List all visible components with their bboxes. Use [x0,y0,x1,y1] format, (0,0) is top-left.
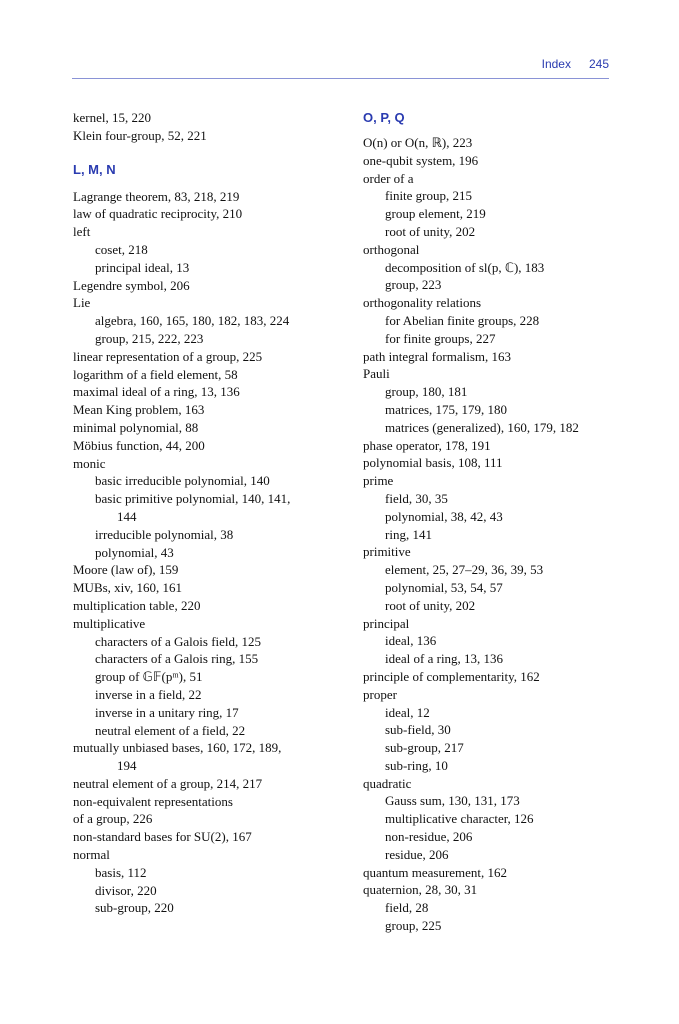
index-subentry: residue, 206 [385,846,449,862]
index-subentry: Gauss sum, 130, 131, 173 [385,793,520,809]
index-subentry: basis, 112 [95,864,147,880]
index-subentry: multiplicative character, 126 [385,811,534,827]
index-subentry: sub-field, 30 [385,722,451,738]
index-entry: Möbius function, 44, 200 [73,437,205,453]
index-entry: orthogonal [363,241,420,257]
index-subentry: group, 180, 181 [385,384,468,400]
index-entry: normal [73,847,110,863]
index-subentry: polynomial, 38, 42, 43 [385,508,503,524]
index-subentry: divisor, 220 [95,882,157,898]
index-subentry: matrices, 175, 179, 180 [385,401,508,417]
index-subentry: ideal of a ring, 13, 136 [385,651,504,667]
index-subentry: sub-ring, 10 [385,757,448,773]
index-entry: phase operator, 178, 191 [363,437,491,453]
index-entry: of a group, 226 [73,811,153,827]
index-entry: left [73,224,91,240]
index-subentry: basic irreducible polynomial, 140 [95,473,270,489]
index-subentry: polynomial, 43 [95,544,174,560]
index-entry: maximal ideal of a ring, 13, 136 [73,384,240,400]
index-entry: Mean King problem, 163 [73,402,205,418]
index-subentry: algebra, 160, 165, 180, 182, 183, 224 [95,313,290,329]
index-entry: Pauli [363,366,390,382]
index-subentry: basic primitive polynomial, 140, 141, [95,491,291,507]
running-header [542,57,609,71]
index-entry: logarithm of a field element, 58 [73,366,238,382]
index-entry: Lagrange theorem, 83, 218, 219 [73,188,240,204]
index-subentry: coset, 218 [95,241,148,257]
index-subentry: group, 223 [385,277,442,293]
index-entry: linear representation of a group, 225 [73,348,263,364]
section-heading-lmn: L, M, N [73,161,116,177]
index-entry: O(n) or O(n, ℝ), 223 [363,135,473,150]
index-entry: quadratic [363,775,412,791]
index-entry: multiplicative [73,615,146,631]
index-entry: mutually unbiased bases, 160, 172, 189, [73,740,282,756]
index-subentry: field, 30, 35 [385,490,448,506]
index-subentry: for finite groups, 227 [385,330,496,346]
index-subentry: non-residue, 206 [385,829,473,845]
index-entry: Klein four-group, 52, 221 [73,127,207,143]
index-entry: non-equivalent representations [73,793,233,809]
index-subentry: neutral element of a field, 22 [95,722,246,738]
right-column [363,109,623,935]
index-entry-continuation: 194 [117,758,137,774]
index-subentry: ideal, 136 [385,633,437,649]
index-entry-continuation: 144 [117,508,137,524]
index-subentry: decomposition of sl(p, ℂ), 183 [385,259,545,275]
index-entry: prime [363,473,394,489]
index-entry: one-qubit system, 196 [363,152,479,168]
index-subentry: matrices (generalized), 160, 179, 182 [385,419,579,435]
index-subentry: characters of a Galois ring, 155 [95,651,259,667]
index-subentry: finite group, 215 [385,188,473,204]
index-entry: Lie [73,295,91,311]
index-entry: law of quadratic reciprocity, 210 [73,206,243,222]
index-entry: Legendre symbol, 206 [73,277,190,293]
index-subentry: group, 215, 222, 223 [95,330,204,346]
index-entry: principle of complementarity, 162 [363,668,540,684]
index-entry: orthogonality relations [363,295,482,311]
index-subentry: root of unity, 202 [385,223,476,239]
section-heading-opq: O, P, Q [363,110,405,125]
index-entry: proper [363,686,397,702]
index-entry: minimal polynomial, 88 [73,419,199,435]
index-subentry: ideal, 12 [385,704,430,720]
index-subentry: ring, 141 [385,526,432,542]
index-subentry: principal ideal, 13 [95,259,190,275]
left-column [73,109,343,917]
index-entry: order of a [363,170,414,186]
index-subentry: element, 25, 27–29, 36, 39, 53 [385,562,544,578]
index-entry: primitive [363,544,411,560]
index-subentry: sub-group, 217 [385,740,464,756]
index-entry: kernel, 15, 220 [73,110,151,125]
index-subentry: root of unity, 202 [385,597,476,613]
index-entry: MUBs, xiv, 160, 161 [73,580,182,596]
index-subentry: sub-group, 220 [95,900,174,916]
index-entry: neutral element of a group, 214, 217 [73,775,263,791]
index-entry: Moore (law of), 159 [73,562,179,578]
right-entry-list [363,134,623,935]
index-entry: polynomial basis, 108, 111 [363,455,503,471]
index-subentry: for Abelian finite groups, 228 [385,312,540,328]
index-entry: monic [73,455,106,471]
page-number: 245 [588,57,609,71]
index-subentry: inverse in a field, 22 [95,686,202,702]
index-entry: non-standard bases for SU(2), 167 [73,829,252,845]
left-entry-list [73,188,343,918]
index-subentry: group, 225 [385,918,442,934]
header-section: Index [541,57,571,71]
index-subentry: characters of a Galois field, 125 [95,633,262,649]
index-subentry: field, 28 [385,900,429,916]
index-entry: quantum measurement, 162 [363,864,508,880]
index-entry: quaternion, 28, 30, 31 [363,882,478,898]
index-subentry: group element, 219 [385,206,486,222]
header-rule [72,78,609,79]
index-entry: path integral formalism, 163 [363,348,512,364]
index-entry: principal [363,615,410,631]
index-subentry: polynomial, 53, 54, 57 [385,579,503,595]
index-entry: multiplication table, 220 [73,597,201,613]
index-subentry: group of 𝔾𝔽(pᵐ), 51 [95,669,203,685]
index-subentry: irreducible polynomial, 38 [95,526,234,542]
index-subentry: inverse in a unitary ring, 17 [95,704,239,720]
